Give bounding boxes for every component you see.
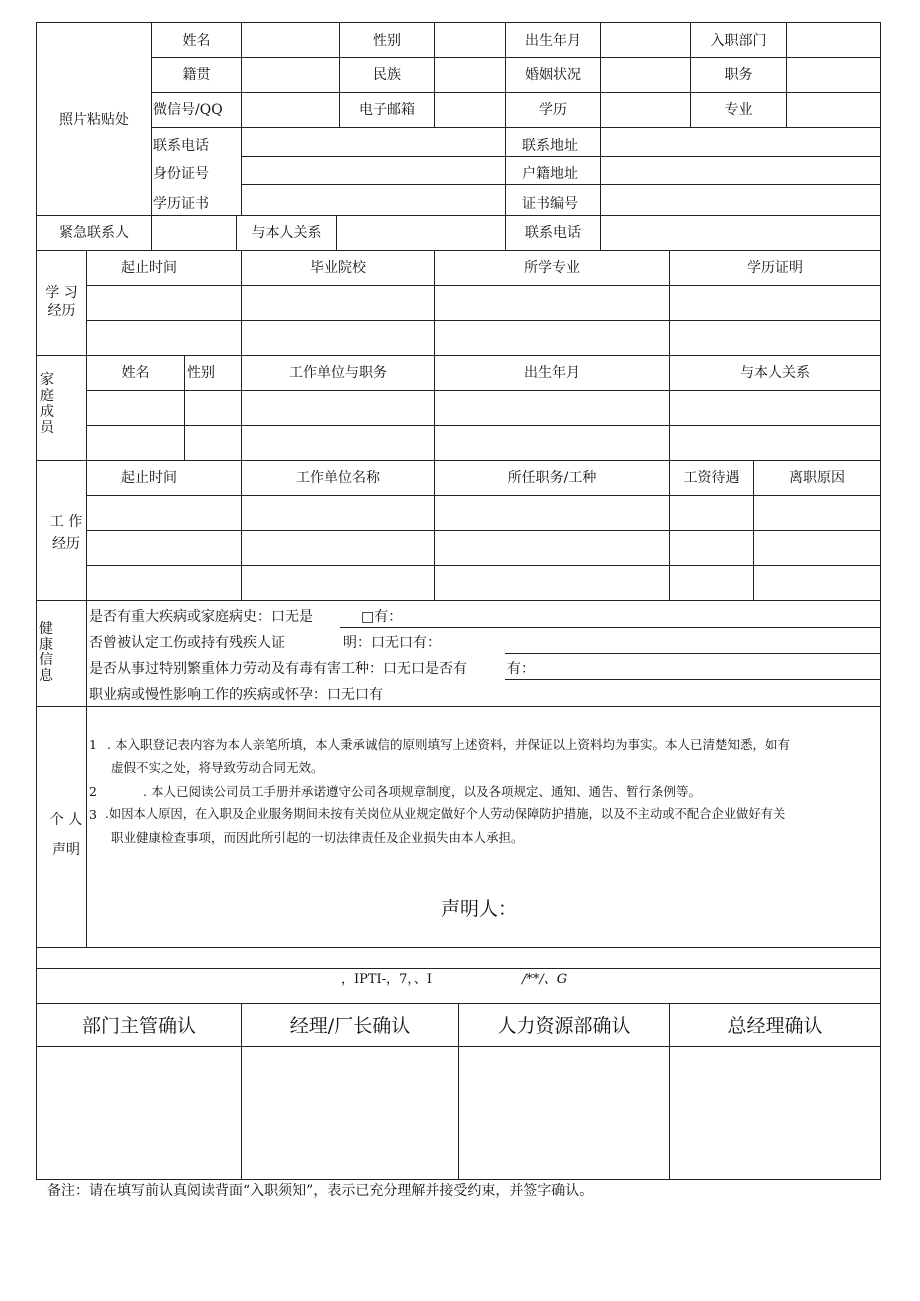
col-line [151,22,152,250]
study-col-period: 起止时间 [121,260,177,276]
underline [505,653,881,654]
garbled-text-a: ，IPTI-，7，、I [341,972,432,987]
label-position: 职务 [724,67,753,83]
decl-item-3b: 职业健康检查事项，而因此所引起的一切法律责任及企业损失由本人承担。 [111,830,524,845]
study-col-certificate: 学历证明 [747,260,803,276]
label-hukou: 户籍地址 [522,166,578,182]
health-line-4: 职业病或慢性影响工作的疾病或怀孕：口无口有 [89,687,383,703]
family-col-employer: 工作单位与职务 [289,365,387,381]
row-line [86,425,881,426]
footer-note: 备注：请在填写前认真阅读背面“入职须知”，表示已充分理解并接受约束，并签字确认。 [47,1183,594,1199]
work-col-position: 所任职务/工种 [507,470,597,486]
outer-border-left [36,22,37,1180]
label-marital: 婚姻状况 [525,67,581,83]
col-line [786,22,787,128]
signer-label: 声明人： [441,898,518,920]
row-line [86,320,881,321]
study-col-major: 所学专业 [524,260,580,276]
decl-item-3a: .如因本人原因，在入职及企业服务期间未按有关岗位从业规定做好个人劳动保障防护措施，以及不主动或不配合企业做好有关 [105,807,786,821]
work-col-employer: 工作单位名称 [296,470,380,486]
declaration-label: 个 人 声明 [49,812,83,858]
work-label: 工 作 经历 [49,514,83,552]
row-line [86,285,881,286]
health-line-1: 是否有重大疾病或家庭病史：口无是 [89,609,313,625]
row-line [36,215,881,216]
row-line [36,460,881,461]
row-line [151,92,881,93]
label-cert-number: 证书编号 [522,196,578,212]
label-major: 专业 [724,102,753,118]
label-relation: 与本人关系 [251,225,322,241]
health-line-1-answer: □有： [361,609,403,625]
label-email: 电子邮箱 [359,102,415,118]
decl-number-1: 1 [89,737,97,752]
row-line [36,250,881,251]
decl-number-2: 2 [89,784,97,799]
label-ethnicity: 民族 [373,67,401,83]
col-line [184,355,185,460]
label-origin: 籍贯 [182,67,211,83]
confirm-dept-manager: 部门主管确认 [81,1015,196,1037]
row-line [36,947,881,948]
garbled-text-b: /**/、G [522,972,568,987]
decl-item-1a: . 本入职登记表内容为本人亲笔所填，本人秉承诚信的原则填写上述资料，并保证以上资料均为事实。本人已清楚知悉，如有 [107,737,790,752]
label-phone: 联系电话 [153,138,209,154]
health-line-3: 是否从事过特别繁重体力劳动及有毒有害工种：口无口是否有 [89,661,467,677]
col-line [600,22,601,250]
row-line [36,706,881,707]
label-edu-cert: 学历证书 [153,196,209,212]
family-col-name: 姓名 [121,365,150,381]
row-line [36,600,881,601]
row-line [86,495,881,496]
row-line [86,565,881,566]
family-col-relation: 与本人关系 [740,365,810,381]
photo-placeholder: 照片粘贴处 [59,112,129,128]
label-dept: 入职部门 [710,33,767,49]
label-gender: 性别 [373,33,401,49]
work-col-period: 起止时间 [121,470,177,486]
label-wechat: 微信号/QQ [153,102,223,118]
study-col-school: 毕业院校 [310,260,366,276]
row-line [151,57,881,58]
row-line [241,156,881,157]
decl-number-3: 3 [89,807,97,822]
outer-border-right [880,22,881,1180]
confirm-factory-manager: 经理/厂长确认 [289,1015,411,1037]
confirm-general-manager: 总经理确认 [727,1015,823,1037]
col-line [434,22,435,128]
health-line-2: 否曾被认定工伤或持有残疾人证 [89,635,285,651]
col-line [505,22,506,250]
outer-border-top [36,22,881,23]
row-line [151,127,881,128]
label-birth: 出生年月 [525,33,581,49]
row-line [36,968,881,969]
underline [340,627,881,628]
decl-item-2: . 本人已阅读公司员工手册并承诺遵守公司各项规章制度，以及各项规定、通知、通告、暂行条例等。 [143,784,701,799]
health-line-3-answer: 有： [507,661,535,677]
family-col-gender: 性别 [187,365,215,381]
work-col-salary: 工资待遇 [683,470,740,486]
health-line-2-answer: 明：口无口有： [343,635,441,651]
family-col-birth: 出生年月 [524,365,580,381]
confirm-hr: 人力资源部确认 [497,1015,631,1037]
study-label: 学 习 经历 [45,285,78,319]
col-line [241,22,242,215]
row-line [241,184,881,185]
label-emergency-phone: 联系电话 [525,225,581,241]
health-label: 健 康 信 息 [39,621,53,684]
underline [505,679,881,680]
row-line [36,355,881,356]
row-line [86,530,881,531]
row-line [86,390,881,391]
label-emergency-contact: 紧急联系人 [59,225,129,241]
label-id-number: 身份证号 [153,166,209,182]
family-label: 家 庭 成 员 [40,372,54,436]
col-line [336,215,337,250]
label-name: 姓名 [182,33,211,49]
decl-item-1b: 虚假不实之处，将导致劳动合同无效。 [111,760,324,775]
label-education: 学历 [539,102,567,118]
work-col-leave-reason: 离职原因 [789,470,845,486]
label-address: 联系地址 [522,138,578,154]
